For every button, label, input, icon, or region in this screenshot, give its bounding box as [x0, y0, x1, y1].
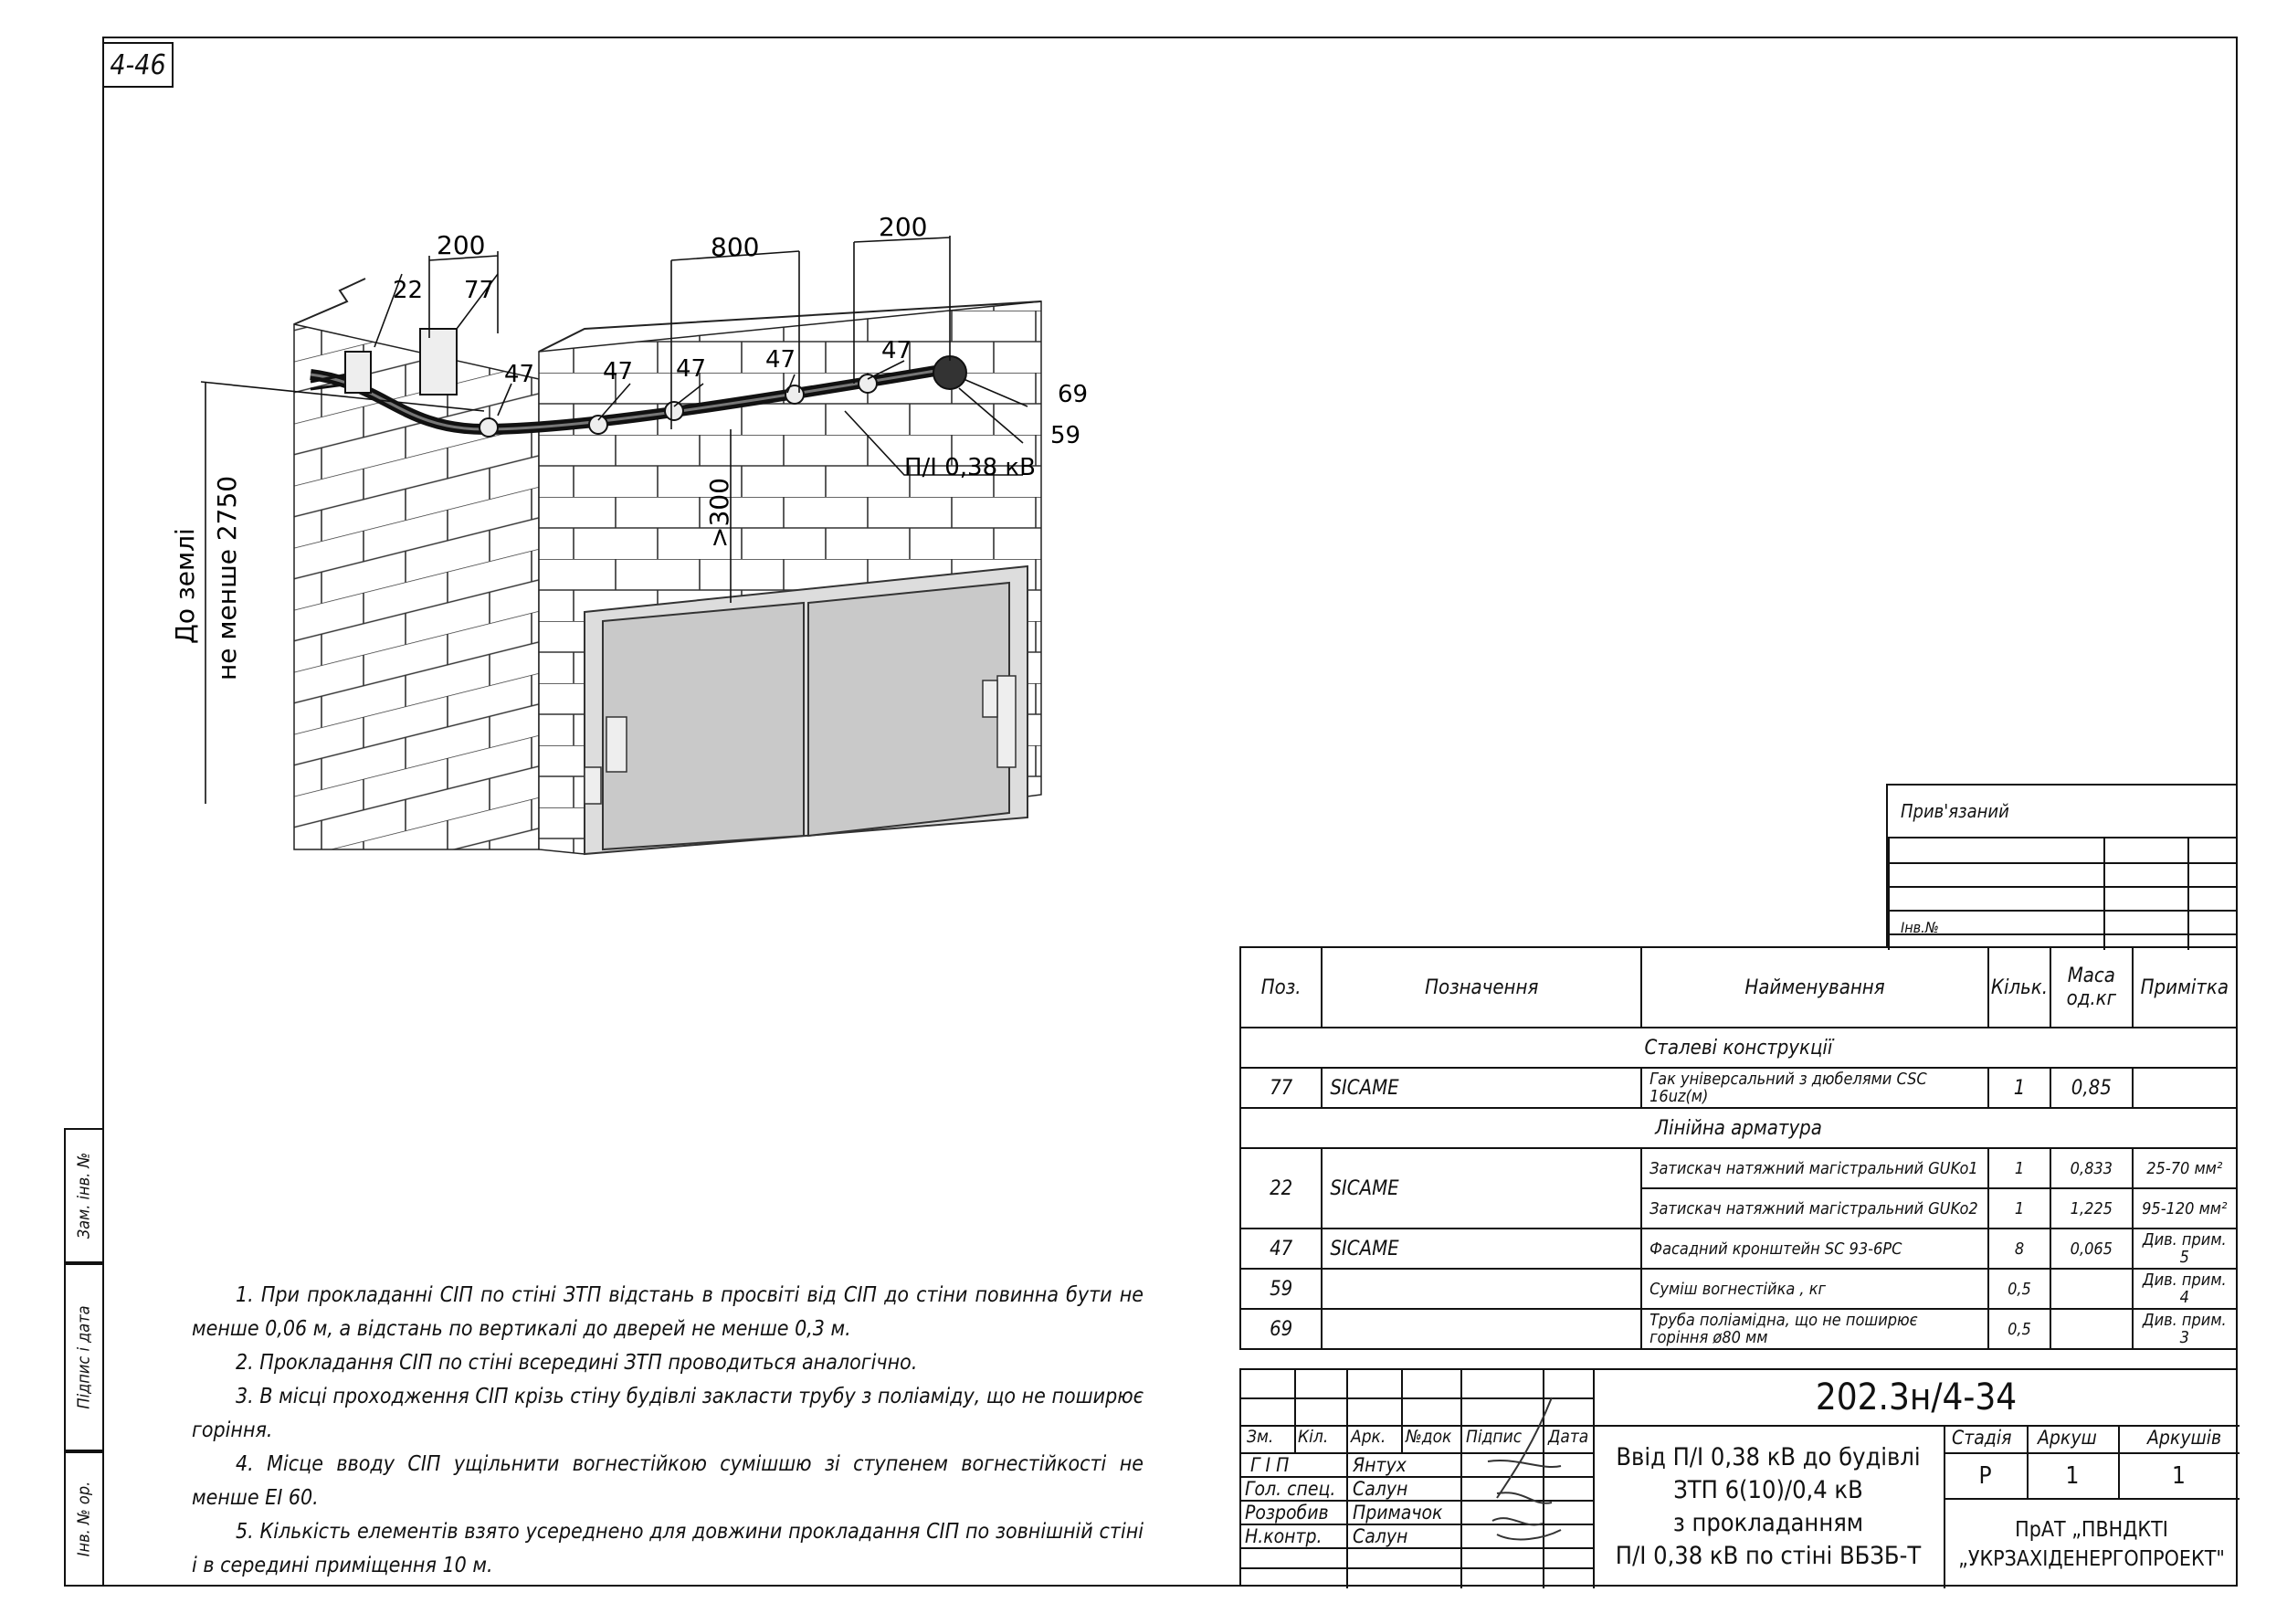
spec-table: [1239, 946, 2238, 1350]
org-name: ПрАТ „ПВНДКТІ „УКРЗАХІДЕНЕРГОПРОЕКТ": [1958, 1517, 2225, 1571]
height-label: До землі: [170, 528, 200, 644]
table-row: 69 Труба поліамідна, що не поширює горіння ø80 мм 0,5 Див. прим. 3: [1240, 1309, 2237, 1349]
pos-label: 69: [1058, 381, 1089, 408]
pos-label: 47: [765, 346, 796, 374]
doc-code: 202.3н/4-34: [1593, 1370, 2240, 1427]
bracket-icon: [665, 402, 683, 420]
note-item: 1. При прокладанні СІП по стіні ЗТП відстань в просвіті від СІП до стіни повинна бути не менше 0,06 м, а відстань по вертикалі до дверей не менше 0,3 м.: [192, 1283, 1144, 1341]
tension-clamp-icon: [345, 352, 371, 393]
wall-side: [294, 324, 539, 849]
side-field-inv: Інв. № ор.: [64, 1451, 102, 1587]
binding-block: Прив'язаний Інв.№: [1886, 784, 2238, 948]
spec-header-row: Поз. Позначення Найменування Кільк. Маса од.кг Примітка: [1240, 947, 2237, 1028]
dim-label: 200: [437, 230, 486, 260]
sheet-tag: 4-46: [102, 42, 174, 88]
notes: [192, 1279, 1144, 1583]
hinge-icon: [983, 680, 997, 717]
pos-label: 47: [504, 361, 535, 388]
bracket-icon: [859, 374, 877, 393]
pos-label: 22: [393, 277, 424, 304]
bracket-icon: [785, 385, 804, 404]
pos-label: 77: [464, 277, 495, 304]
hinge-icon: [606, 717, 627, 772]
table-row: 47 SICAME Фасадний кронштейн SC 93-6PC 8 0,065 Див. прим. 5: [1240, 1229, 2237, 1269]
dim-label: 200: [879, 212, 928, 242]
door-right-leaf: [808, 583, 1009, 836]
pipe-entry-icon: [933, 356, 966, 389]
note-item: 5. Кількість елементів взято усереднено для довжини прокладання СІП по зовнішній стіні і в середині приміщення 10 м.: [192, 1520, 1144, 1577]
bracket-icon: [589, 416, 607, 434]
door-left-leaf: [603, 603, 804, 849]
title-block: Зм. Кіл. Арк. №док Підпис Дата Г І П Янтух Гол. спец. Салун Розробив Примачок Н.контр. Салун 202.3н/4-34 Ввід П/І 0,38 кВ до будівлі ЗТП 6(10)/0,4 кВ з прокладанням П/І 0,38 кВ по стіні ВБЗБ-Т Стадія Аркуш Аркушів Р 1 1 ПрАТ „ПВНДКТІ „УКРЗАХІДЕНЕРГОПРОЕКТ": [1239, 1368, 2238, 1587]
dim-label: >300: [704, 478, 734, 548]
note-item: 2. Прокладання СІП по стіні всередині ЗТП проводиться аналогічно.: [236, 1351, 918, 1375]
note-item: 4. Місце вводу СІП ущільнити вогнестійкою сумішшю зі ступенем вогнестійкості не менше EI 60.: [192, 1452, 1144, 1510]
doc-title: Ввід П/І 0,38 кВ до будівлі ЗТП 6(10)/0,4 кВ з прокладанням П/І 0,38 кВ по стіні ВБЗБ-Т: [1593, 1425, 1945, 1588]
pos-label: 47: [603, 358, 634, 385]
pos-label: 59: [1050, 422, 1081, 449]
side-field-sign: Підпис і дата: [64, 1263, 102, 1451]
cable-label: П/І 0,38 кВ: [904, 454, 1036, 481]
table-row: 59 Суміш вогнестійка , кг 0,5 Див. прим. 4: [1240, 1269, 2237, 1309]
dim-label: 800: [711, 232, 760, 262]
pos-label: 47: [881, 337, 912, 364]
pos-label: 47: [676, 355, 707, 383]
table-row: 22 SICAME Затискач натяжний магістральний GUKo1 1 0,833 25-70 мм²: [1240, 1148, 2237, 1188]
hinge-icon: [585, 767, 601, 804]
bracket-icon: [480, 418, 498, 437]
signature-marks: [1460, 1370, 1597, 1588]
height-label: не менше 2750: [212, 475, 242, 680]
section-title: Лінійна арматура: [1240, 1108, 2237, 1148]
hook-icon: [420, 329, 457, 395]
table-row: Затискач натяжний магістральний GUKo2 1 1,225 95-120 мм²: [1240, 1188, 2237, 1229]
table-row: 77 SICAME Гак універсальний з дюбелями CSC 16uz(м) 1 0,85: [1240, 1068, 2237, 1108]
hinge-icon: [997, 676, 1016, 767]
wall-drawing: [0, 0, 1187, 913]
note-item: 3. В місці проходження СІП крізь стіну будівлі закласти трубу з поліаміду, що не поширює горіння.: [192, 1385, 1144, 1442]
section-title: Сталеві конструкції: [1240, 1028, 2237, 1068]
side-field-zam: Зам. інв. №: [64, 1128, 102, 1263]
